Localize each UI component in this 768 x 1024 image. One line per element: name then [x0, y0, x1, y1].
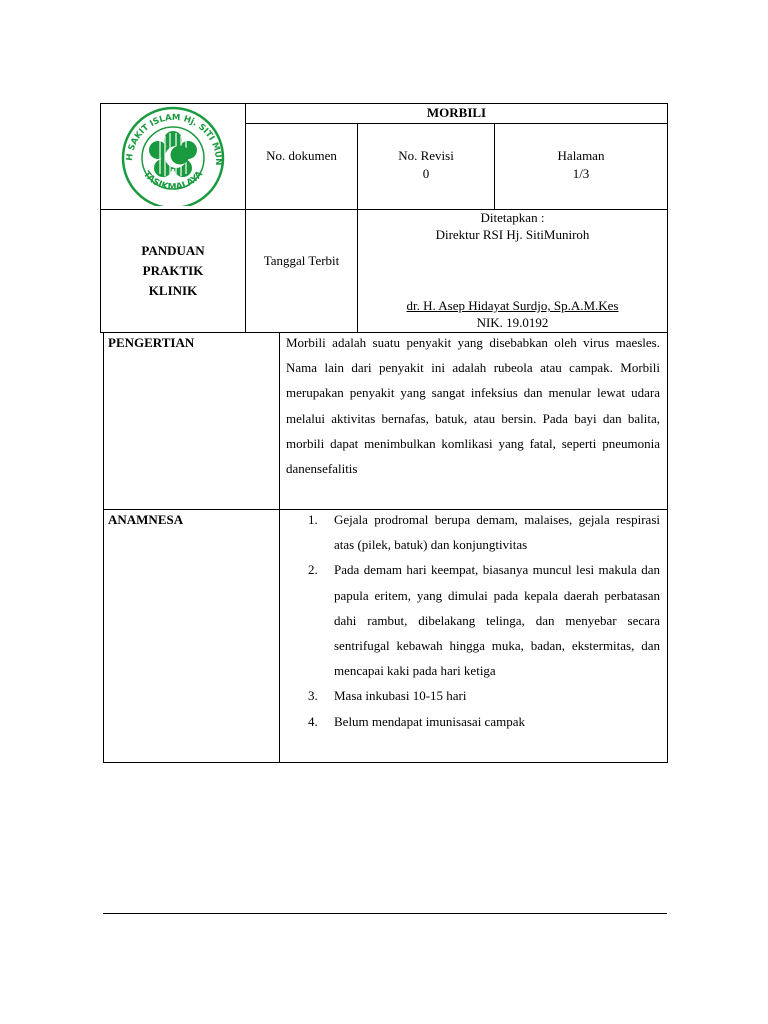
halaman-value: 1/3: [572, 166, 590, 181]
list-item-number: 1.: [308, 512, 318, 527]
pengertian-label: PENGERTIAN: [108, 335, 195, 350]
halaman-label: Halaman: [557, 148, 605, 163]
no-revisi-label: No. Revisi: [398, 148, 454, 163]
tanggal-terbit-label: Tanggal Terbit: [263, 253, 340, 268]
list-item-text: Pada demam hari keempat, biasanya muncul lesi makula dan papula eritem, yang dimulai pada kepala daerah perbatasan dahi rambut, dibelakang telinga, dan menyebar secara sentrifugal kebawah hingga muka, badan, ekstermitas, dan mencapai kaki pada hari ketiga: [334, 562, 660, 679]
no-revisi-value: 0: [422, 166, 430, 181]
doc-type-line-3: KLINIK: [148, 283, 198, 298]
list-item: [308, 507, 660, 557]
signer-name: dr. H. Asep Hidayat Surdjo, Sp.A.M.Kes: [406, 298, 619, 313]
list-item-number: 4.: [308, 713, 318, 729]
list-item: [308, 683, 660, 708]
logo-text-bottom: TASIKMALAYA: [140, 169, 206, 193]
list-item-text: Masa inkubasi 10-15 hari: [334, 688, 467, 704]
list-item-text: Belum mendapat imunisasai campak: [334, 713, 525, 729]
anamnesa-label: ANAMNESA: [108, 512, 184, 527]
ditetapkan-label: Ditetapkan :: [480, 210, 545, 225]
doc-title: MORBILI: [426, 105, 487, 120]
anamnesa-list: [308, 507, 660, 734]
no-dokumen-label: No. dokumen: [266, 148, 337, 163]
footer-rule: [103, 913, 667, 914]
doc-type-line-1: PANDUAN: [141, 243, 205, 258]
list-item: [308, 557, 660, 683]
doc-type-line-2: PRAKTIK: [142, 263, 204, 278]
doc-type: [101, 241, 245, 301]
signer-nik: NIK. 19.0192: [476, 315, 549, 330]
logo-text-top: H SAKIT ISLAM Hj. SITI MUN: [124, 112, 224, 166]
pengertian-text: Morbili adalah suatu penyakit yang disebabkan oleh virus maesles. Nama lain dari penyakit ini adalah rubeola atau campak. Morbili merupakan penyakit yang sangat infeksius dan menular lewat udara melalui aktivitas bernafas, batuk, atau bersin. Pada bayi dan balita, morbili dapat menimbulkan komlikasi yang fatal, seperti pneumonia danensefalitis: [286, 335, 660, 477]
list-item-number: 2.: [308, 562, 318, 578]
list-item-text: Gejala prodromal berupa demam, malaises, gejala respirasi atas (pilek, batuk) dan konjungtivitas: [334, 512, 660, 553]
list-item-number: 3.: [308, 688, 318, 704]
hospital-logo: [110, 106, 236, 206]
svg-text:TASIKMALAYA: [141, 170, 205, 193]
list-item: [308, 709, 660, 734]
ditetapkan-by: Direktur RSI Hj. SitiMuniroh: [435, 227, 590, 242]
